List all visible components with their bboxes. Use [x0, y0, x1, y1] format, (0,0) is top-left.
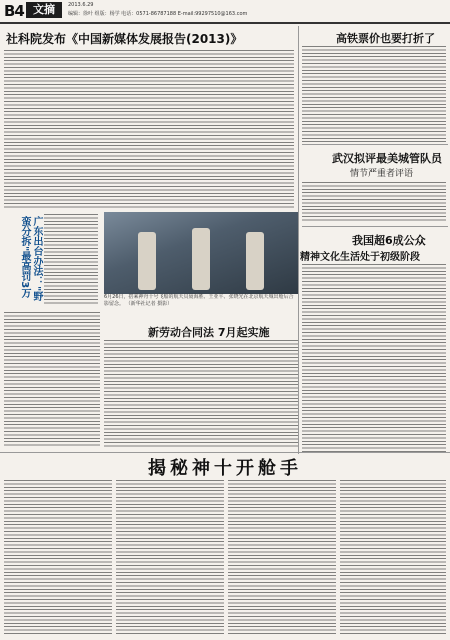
- column-divider: [298, 26, 299, 454]
- labor-headline: 新劳动合同法 7月起实施: [148, 326, 270, 339]
- housing-article-body: [302, 46, 446, 142]
- photo-caption: [104, 294, 298, 316]
- side-headline: 广东出台办法："野蛮分拆"最高罚3万: [19, 216, 42, 302]
- issue-date: 2013.6.29: [68, 2, 94, 8]
- feature-column-2: [116, 480, 224, 636]
- page-number: B4: [4, 2, 24, 20]
- section-label: 文摘: [26, 2, 62, 18]
- masthead-rule: [0, 22, 450, 24]
- divider: [302, 226, 448, 227]
- divider: [302, 144, 448, 145]
- feature-column-4: [340, 480, 446, 636]
- feature-column-1: [4, 480, 112, 636]
- main-article-body: [4, 50, 294, 208]
- feature-headline: 揭秘神十开舱手: [148, 458, 302, 479]
- wuhan-headline: 武汉拟评最美城管队员: [332, 152, 442, 165]
- side-article-body-continued: [4, 312, 100, 448]
- feature-banner: [40, 454, 410, 479]
- editor-credits: 编辑：徐叶 组版：杨学 电话：0571-86787188 E-mail:99297510@163.com: [68, 11, 248, 17]
- survey-subhead: 精神文化生活处于初级阶段: [300, 252, 420, 263]
- survey-headline: 我国超6成公众: [352, 234, 426, 247]
- labor-article-body: [104, 340, 298, 448]
- masthead: [0, 0, 450, 22]
- astronauts-photo: [104, 212, 298, 294]
- wuhan-article-body: [302, 182, 446, 222]
- photo-credit: （新华社记者 摄影）: [125, 301, 173, 307]
- main-headline: 社科院发布《中国新媒体发展报告(2013)》: [6, 32, 243, 46]
- section-divider: [0, 452, 450, 453]
- feature-column-3: [228, 480, 336, 636]
- wuhan-subhead: 情节严重者评语: [350, 169, 414, 179]
- photo-caption-text: 6月26日，搭乘神舟十号飞船的航天员聂海胜、王亚平、张晓光在北京航天城出舱后合影留念。: [104, 294, 294, 307]
- side-article: [0, 212, 100, 308]
- housing-headline: 高铁票价也要打折了: [336, 32, 435, 45]
- survey-article-body: [302, 264, 446, 452]
- side-article-body: [44, 214, 98, 304]
